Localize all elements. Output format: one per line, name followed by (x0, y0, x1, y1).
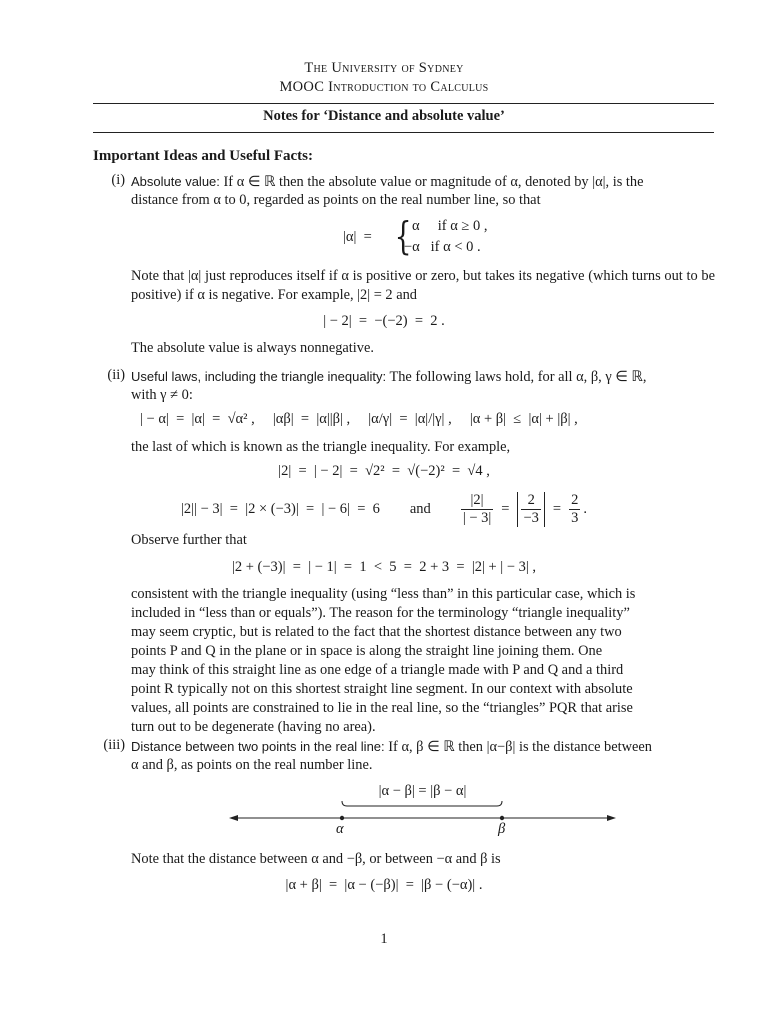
item2-intro2: with γ ≠ 0: (131, 387, 193, 403)
item1-line1: If α ∈ ℝ then the absolute value or magnitude of α, denoted by |α|, is the (223, 174, 644, 190)
case-2: −α if α < 0 . (404, 239, 481, 255)
triangle-para-5: may think of this straight line as one edge of a triangle made with P and Q and a third (131, 662, 624, 678)
item1-intro (131, 172, 715, 192)
fraction-1: $\frac{|2|}{| - 3|}$ (462, 491, 492, 526)
abs-fraction-2 (517, 492, 544, 527)
item1-note: Note that |α| just reproduces itself if α is positive or zero, but takes its negative (which turns out to be positive) if α is negative. For example, |2| = 2 and (131, 268, 715, 304)
triangle-para-7: values, all points are constrained to lie in the real line, so the “triangles” PQR that arise (131, 700, 633, 716)
case-lhs: |α| = (343, 229, 372, 245)
item3-intro2: α and β, as points on the real number line. (131, 757, 373, 773)
item2-intro-text: The following laws hold, for all α, β, γ ∈ ℝ, (389, 369, 647, 385)
item3-intro (131, 737, 715, 757)
item3-equation: |α + β| = |α − (−β)| = |β − (−α)| . (285, 877, 483, 893)
header-rule-top (93, 103, 714, 104)
item-number-1: (i) (111, 172, 125, 188)
item3-note: Note that the distance between α and −β, or between −α and β is (131, 851, 501, 867)
alpha-label: α (336, 821, 344, 837)
case-brace: { (394, 214, 412, 258)
example-equation-3: |2 + (−3)| = | − 1| = 1 < 5 = 2 + 3 = |2| + | − 3| , (231, 559, 537, 575)
item-number-3: (iii) (103, 737, 125, 753)
triangle-para-3: may seem cryptic, but is related to the fact that the shortest distance between any two (131, 624, 622, 640)
right-arrow (607, 815, 616, 821)
example-equation-1: |2| = | − 2| = √2² = √(−2)² = √4 , (278, 463, 490, 479)
item1-equation: | − 2| = −(−2) = 2 . (323, 313, 445, 329)
triangle-para-1: consistent with the triangle inequality (using “less than” in this particular case, which is (131, 586, 636, 602)
item1-closing: The absolute value is always nonnegative. (131, 340, 374, 356)
triangle-para-8: turn out to be degenerate (having no area). (131, 719, 376, 735)
laws-equation: | − α| = |α| = √α² , |αβ| = |α||β| , |α/γ| = |α|/|γ| , |α + β| ≤ |α| + |β| , (140, 411, 578, 427)
triangle-para-6: point R typically not on this shortest straight line segment. In our context with absolute (131, 681, 633, 697)
figure-label: |α − β| = |β − α| (378, 783, 467, 799)
alpha-point (340, 816, 344, 820)
page-number: 1 (380, 931, 388, 947)
observe-text: Observe further that (131, 532, 247, 548)
item2-intro (131, 367, 715, 387)
case-1: α if α ≥ 0 , (412, 218, 488, 234)
course-title: MOOC Introduction to Calculus (279, 79, 489, 95)
item2-after: the last of which is known as the triangle inequality. For example, (131, 439, 511, 455)
item1-title: Absolute value: (131, 174, 220, 189)
triangle-para-4: points P and Q in the plane or in space is along the straight line joining them. One (131, 643, 603, 659)
item3-intro-text: If α, β ∈ ℝ then |α−β| is the distance between (388, 739, 653, 755)
fraction-3: $\frac{2}{3}$ (571, 491, 579, 526)
left-arrow (229, 815, 238, 821)
notes-title: Notes for ‘Distance and absolute value’ (263, 108, 505, 124)
eq2-and: and (409, 500, 431, 517)
example-equation-2: |2|| − 3| = |2 × (−3)| = | − 6| = 6 and $\frac{|2|}{| - 3|}$ = $\frac{2}{-3}$ = $\frac{2}{3}$ . (181, 491, 587, 526)
item3-title: Distance between two points in the real line: (131, 739, 385, 754)
section-heading: Important Ideas and Useful Facts: (93, 148, 314, 164)
fraction-2: $\frac{2}{-3}$ (523, 491, 539, 526)
beta-label: β (498, 821, 506, 837)
header-rule-bottom (93, 132, 714, 133)
distance-brace (342, 801, 502, 806)
item-number-2: (ii) (107, 367, 125, 383)
triangle-para-2: included in “less than or equals”). The reason for the terminology “triangle inequality” (131, 605, 630, 621)
eq2-left: |2|| − 3| = |2 × (−3)| = | − 6| = 6 (181, 500, 380, 517)
number-line-figure (225, 798, 620, 828)
beta-point (500, 816, 504, 820)
item1-line2: distance from α to 0, regarded as points on the real number line, so that (131, 192, 541, 208)
university-name: The University of Sydney (304, 60, 464, 76)
item2-title: Useful laws, including the triangle inequality: (131, 369, 387, 384)
